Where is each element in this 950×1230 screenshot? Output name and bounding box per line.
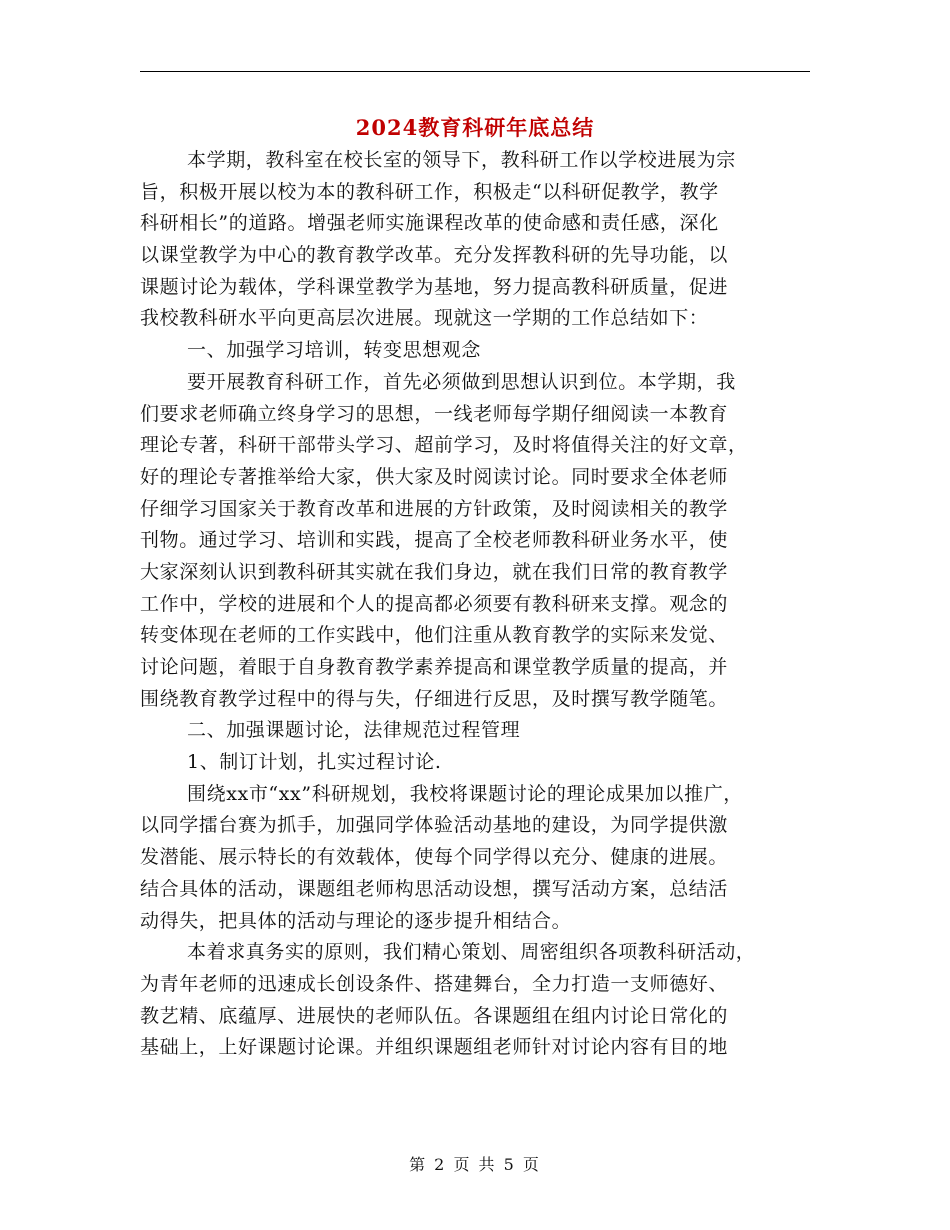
body-line-1: 本学期，教科室在校长室的领导下，教科研工作以学校进展为宗 bbox=[187, 149, 736, 171]
body-line-24: 结合具体的活动，课题组老师构思活动设想，撰写活动方案，总结活 bbox=[140, 877, 729, 900]
section-heading-1: 一、加强学习培训，转变思想观念 bbox=[187, 339, 482, 362]
body-line-3: 科研相长”的道路。增强老师实施课程改革的使命感和责任感，深化 bbox=[140, 212, 719, 235]
body-line-12: 仔细学习国家关于教育改革和进展的方针政策，及时阅读相关的教学 bbox=[140, 497, 729, 520]
body-line-25: 动得失，把具体的活动与理论的逐步提升相结合。 bbox=[140, 909, 572, 932]
body-line-13: 刊物。通过学习、培训和实践，提高了全校老师教科研业务水平，使 bbox=[140, 529, 729, 552]
document-title: 2024教育科研年底总结 bbox=[355, 115, 595, 140]
body-line-28: 教艺精、底蕴厚、进展快的老师队伍。各课题组在组内讨论日常化的 bbox=[140, 1004, 729, 1027]
body-line-2: 旨，积极开展以校为本的教科研工作，积极走“以科研促教学，教学 bbox=[140, 180, 719, 203]
page-number: 第 2 页 共 5 页 bbox=[409, 1155, 541, 1174]
body-line-27: 为青年老师的迅速成长创设条件、搭建舞台，全力打造一支师德好、 bbox=[140, 972, 729, 995]
body-line-10: 理论专著，科研干部带头学习、超前学习，及时将值得关注的好文章， bbox=[140, 434, 748, 457]
body-line-15: 工作中，学校的进展和个人的提高都必须要有教科研来支撑。观念的 bbox=[140, 592, 729, 615]
body-line-22: 以同学擂台赛为抓手，加强同学体验活动基地的建设，为同学提供激 bbox=[140, 814, 729, 837]
body-line-16: 转变体现在老师的工作实践中，他们注重从教育教学的实际来发觉、 bbox=[140, 624, 729, 647]
body-line-9: 们要求老师确立终身学习的思想，一线老师每学期仔细阅读一本教育 bbox=[140, 402, 729, 425]
body-line-26: 本着求真务实的原则，我们精心策划、周密组织各项教科研活动， bbox=[187, 941, 756, 964]
subsection-heading-1: 1、制订计划，扎实过程讨论. bbox=[187, 751, 442, 774]
body-line-29: 基础上，上好课题讨论课。并组织课题组老师针对讨论内容有目的地 bbox=[140, 1036, 729, 1059]
body-line-6: 我校教科研水平向更高层次进展。现就这一学期的工作总结如下： bbox=[140, 307, 709, 330]
body-line-21: 围绕xx市“xx”科研规划，我校将课题讨论的理论成果加以推广， bbox=[187, 782, 743, 805]
body-line-8: 要开展教育科研工作，首先必须做到思想认识到位。本学期，我 bbox=[187, 370, 736, 393]
body-line-11: 好的理论专著推举给大家，供大家及时阅读讨论。同时要求全体老师 bbox=[140, 465, 729, 488]
header-rule bbox=[140, 71, 810, 72]
body-line-14: 大家深刻认识到教科研其实就在我们身边，就在我们日常的教育教学 bbox=[140, 560, 729, 583]
document-body bbox=[140, 145, 810, 1064]
body-line-23: 发潜能、展示特长的有效载体，使每个同学得以充分、健康的进展。 bbox=[140, 846, 729, 869]
section-heading-2: 二、加强课题讨论，法律规范过程管理 bbox=[187, 719, 521, 742]
body-line-17: 讨论问题，着眼于自身教育教学素养提高和课堂教学质量的提高，并 bbox=[140, 656, 729, 678]
body-line-5: 课题讨论为载体，学科课堂教学为基地，努力提高教科研质量，促进 bbox=[140, 275, 729, 298]
body-line-4: 以课堂教学为中心的教育教学改革。充分发挥教科研的先导功能，以 bbox=[140, 244, 729, 267]
body-line-18: 围绕教育教学过程中的得与失，仔细进行反思，及时撰写教学随笔。 bbox=[140, 687, 729, 710]
